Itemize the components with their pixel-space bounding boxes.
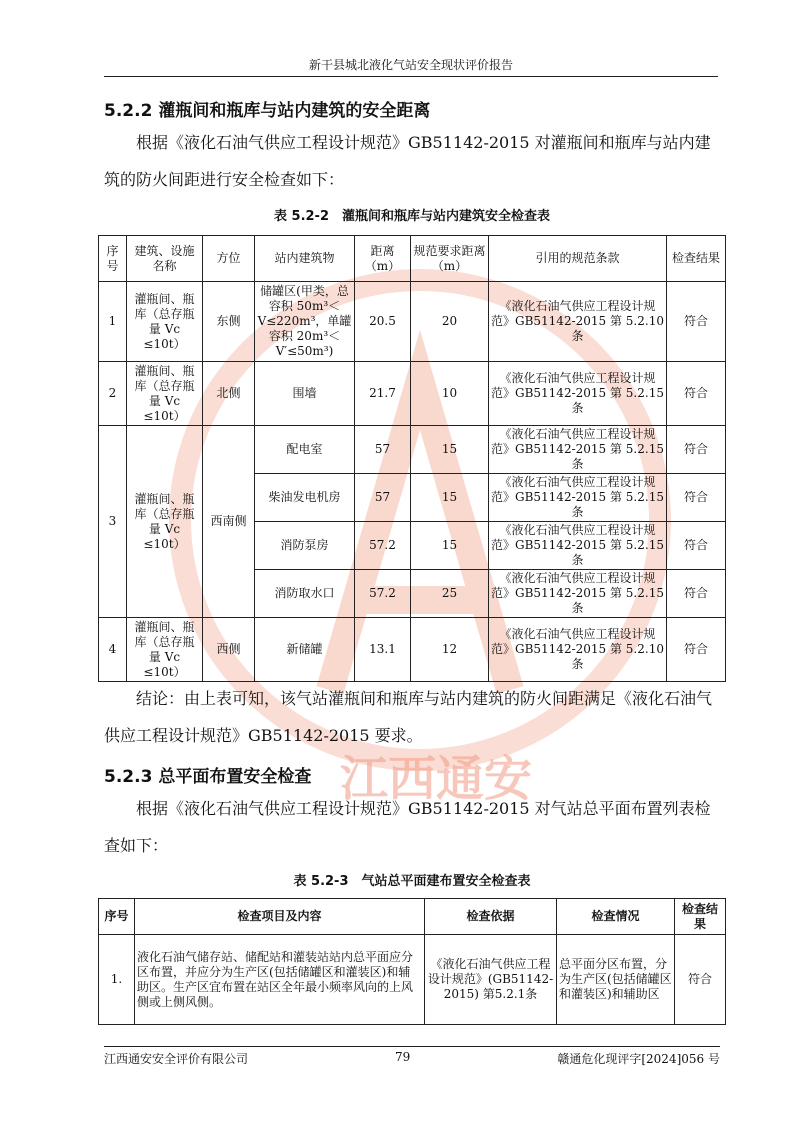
direction: 西南侧 [203,426,255,618]
section-intro-5-2-2: 根据《液化石油气供应工程设计规范》GB51142-2015 对灌瓶间和瓶库与站内建筑的防火间距进行安全检查如下： [104,133,711,189]
clause: 《液化石油气供应工程设计规范》GB51142-2015 第 5.2.15 条 [489,426,667,474]
row-number: 2 [99,362,127,426]
check-item: 液化石油气储存站、储配站和灌装站站内总平面应分区布置，并应分为生产区(包括储罐区和灌装区)和辅助区。生产区宜布置在站区全年最小频率风向的上风侧或上侧风侧。 [135,935,425,1025]
direction: 东侧 [203,282,255,362]
building: 新储罐 [255,618,355,682]
col-header: 检查结果 [667,236,726,282]
page-number: 79 [395,1050,411,1064]
table-header-row [99,236,726,282]
direction: 西侧 [203,618,255,682]
col-header: 站内建筑物 [255,236,355,282]
distance: 57 [355,474,411,522]
watermark-text: 江西通安 [340,751,533,807]
facility-name: 灌瓶间、瓶库（总存瓶量 Vc ≤10t） [127,426,203,618]
row-number: 4 [99,618,127,682]
page-header: 新干县城北液化气站安全现状评价报告 [104,56,718,77]
col-header: 检查结果 [675,899,726,935]
check-result: 符合 [667,570,726,618]
check-result: 符合 [667,282,726,362]
required-distance: 15 [411,426,489,474]
check-result: 符合 [667,474,726,522]
required-distance: 15 [411,522,489,570]
table-caption-5-2-3: 表 5.2-3 气站总平面建布置安全检查表 [293,874,531,889]
table-row [99,426,726,474]
section-heading-5-2-2: 5.2.2 灌瓶间和瓶库与站内建筑的安全距离 [104,101,431,121]
col-header: 检查情况 [557,899,675,935]
table-caption-5-2-2: 表 5.2-2 灌瓶间和瓶库与站内建筑安全检查表 [274,209,550,224]
building: 消防取水口 [255,570,355,618]
table-row [99,282,726,362]
clause: 《液化石油气供应工程设计规范》GB51142-2015 第 5.2.15 条 [489,570,667,618]
check-result: 符合 [667,362,726,426]
col-header: 序号 [99,899,135,935]
required-distance: 25 [411,570,489,618]
distance: 21.7 [355,362,411,426]
check-result: 符合 [675,935,726,1025]
table-row [99,935,726,1025]
safety-distance-table [98,235,726,682]
col-header: 检查项目及内容 [135,899,425,935]
required-distance: 10 [411,362,489,426]
table-header-row [99,899,726,935]
page-footer [104,1046,720,1067]
building: 消防泵房 [255,522,355,570]
required-distance: 15 [411,474,489,522]
row-number: 3 [99,426,127,618]
distance: 13.1 [355,618,411,682]
clause: 《液化石油气供应工程设计规范》GB51142-2015 第 5.2.15 条 [489,474,667,522]
footer-company: 江西通安安全评价有限公司 [104,1052,249,1066]
col-header: 距离（m） [355,236,411,282]
distance: 57.2 [355,570,411,618]
table-row [99,618,726,682]
facility-name: 灌瓶间、瓶库（总存瓶量 Vc ≤10t） [127,618,203,682]
building: 围墙 [255,362,355,426]
col-header: 规范要求距离（m） [411,236,489,282]
col-header: 引用的规范条款 [489,236,667,282]
clause: 《液化石油气供应工程设计规范》GB51142-2015 第 5.2.15 条 [489,362,667,426]
col-header: 序号 [99,236,127,282]
section-intro-5-2-3: 根据《液化石油气供应工程设计规范》GB51142-2015 对气站总平面布置列表检查如下： [104,799,711,855]
distance: 57.2 [355,522,411,570]
row-number: 1 [99,282,127,362]
table-row [99,362,726,426]
building: 储罐区(甲类，总容积 50m³＜ V≤220m³，单罐容积 20m³＜ V′≤50m³) [255,282,355,362]
required-distance: 20 [411,282,489,362]
distance: 20.5 [355,282,411,362]
clause: 《液化石油气供应工程设计规范》GB51142-2015 第 5.2.10 条 [489,282,667,362]
col-header: 方位 [203,236,255,282]
check-basis: 《液化石油气供应工程设计规范》(GB51142-2015) 第5.2.1条 [425,935,557,1025]
layout-check-table [98,898,726,1025]
required-distance: 12 [411,618,489,682]
facility-name: 灌瓶间、瓶库（总存瓶量 Vc ≤10t） [127,362,203,426]
building: 配电室 [255,426,355,474]
check-result: 符合 [667,522,726,570]
conclusion-text: 结论：由上表可知，该气站灌瓶间和瓶库与站内建筑的防火间距满足《液化石油气供应工程设计规范》GB51142-2015 要求。 [104,689,713,745]
col-header: 建筑、设施名称 [127,236,203,282]
check-status: 总平面分区布置，分为生产区(包括储罐区和灌装区)和辅助区 [557,935,675,1025]
check-result: 符合 [667,618,726,682]
clause: 《液化石油气供应工程设计规范》GB51142-2015 第 5.2.10 条 [489,618,667,682]
building: 柴油发电机房 [255,474,355,522]
distance: 57 [355,426,411,474]
document-number: 赣通危化现评字[2024]056 号 [557,1052,720,1066]
row-number: 1. [99,935,135,1025]
section-heading-5-2-3: 5.2.3 总平面布置安全检查 [104,767,312,787]
facility-name: 灌瓶间、瓶库（总存瓶量 Vc ≤10t） [127,282,203,362]
direction: 北侧 [203,362,255,426]
col-header: 检查依据 [425,899,557,935]
check-result: 符合 [667,426,726,474]
clause: 《液化石油气供应工程设计规范》GB51142-2015 第 5.2.15 条 [489,522,667,570]
